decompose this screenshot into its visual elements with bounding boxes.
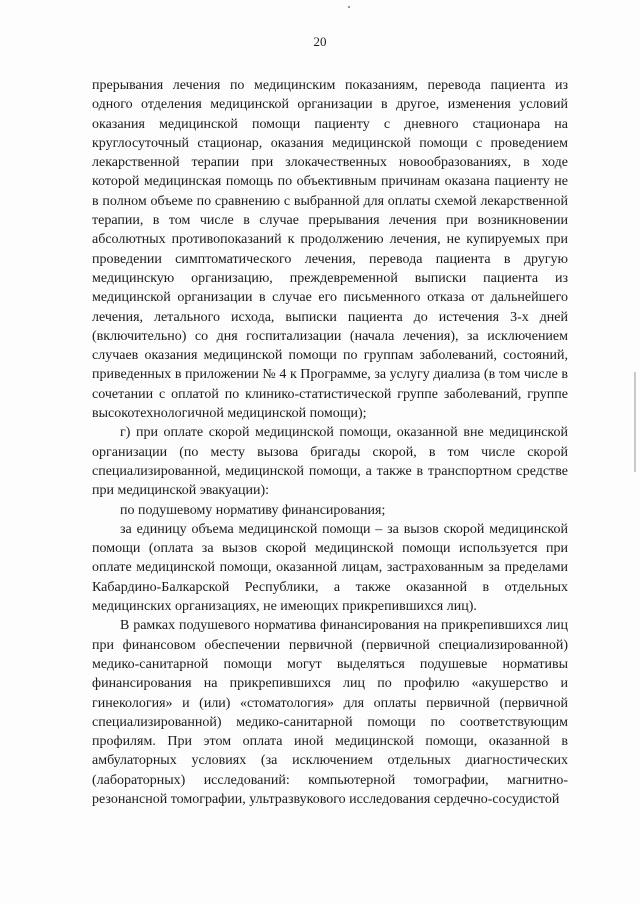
paragraph-continuation: прерывания лечения по медицинским показаниям, перевода пациента из одного отделения медицинской организации в другое, изменения условий оказания медицинской помощи пациенту с дневного стационара на круглосуточный стационар, оказания медицинской помощи с проведением лекарственной терапии при злокачественных новообразованиях, в ходе которой медицинская помощь по объективным причинам оказана пациенту не в полном объеме по сравнению с выбранной для оплаты схемой лекарственной терапии, в том числе в случае прерывания лечения при возникновении абсолютных противопоказаний к продолжению лечения, не купируемых при проведении симптоматического лечения, перевода пациента в другую медицинскую организацию, преждевременной выписки пациента из медицинской организации в случае его письменного отказа от дальнейшего лечения, летального исхода, выписки пациента до истечения 3-х дней (включительно) со дня госпитализации (начала лечения), за исключением случаев оказания медицинской помощи по группам заболеваний, состояний, приведенных в приложении № 4 к Программе, за услугу диализа (в том числе в сочетании с оплатой по клинико-статистической группе заболеваний, группе высокотехнологичной медицинской помощи); [92, 78, 568, 422]
document-body [92, 76, 568, 809]
scan-speck [348, 6, 350, 8]
page-number: 20 [313, 34, 327, 49]
paragraph-per-capita: по подушевому нормативу финансирования; [120, 502, 386, 518]
paragraph-per-capita-norms: В рамках подушевого норматива финансирования на прикрепившихся лиц при финансовом обеспечении первичной (первичной специализированной) медико-санитарной помощи могут выделяться подушевые нормативы финансирования на прикрепившихся лиц по профилю «акушерство и гинекология» и (или) «стоматология» для оплаты первичной (первичной специализированной) медико-санитарной помощи по соответствующим профилям. При этом оплата иной медицинской помощи, оказанной в амбулаторных условиях (за исключением отдельных диагностических (лабораторных) исследований: компьютерной томографии, магнитно-резонансной томографии, ультразвукового исследования сердечно-сосудистой [92, 618, 568, 807]
paragraph-item-g: г) при оплате скорой медицинской помощи, оказанной вне медицинской организации (по месту вызова бригады скорой, в том числе скорой специализированной, медицинской помощи, а также в транспортном средстве при медицинской эвакуации): [92, 425, 568, 499]
scan-edge-mark [634, 372, 636, 472]
paragraph-per-unit: за единицу объема медицинской помощи – за вызов скорой медицинской помощи (оплата за вызов скорой медицинской помощи используется при оплате медицинской помощи, оказанной лицам, застрахованным за пределами Кабардино-Балкарской Республики, а также оказанной в отдельных медицинских организациях, не имеющих прикрепившихся лиц). [92, 521, 568, 615]
